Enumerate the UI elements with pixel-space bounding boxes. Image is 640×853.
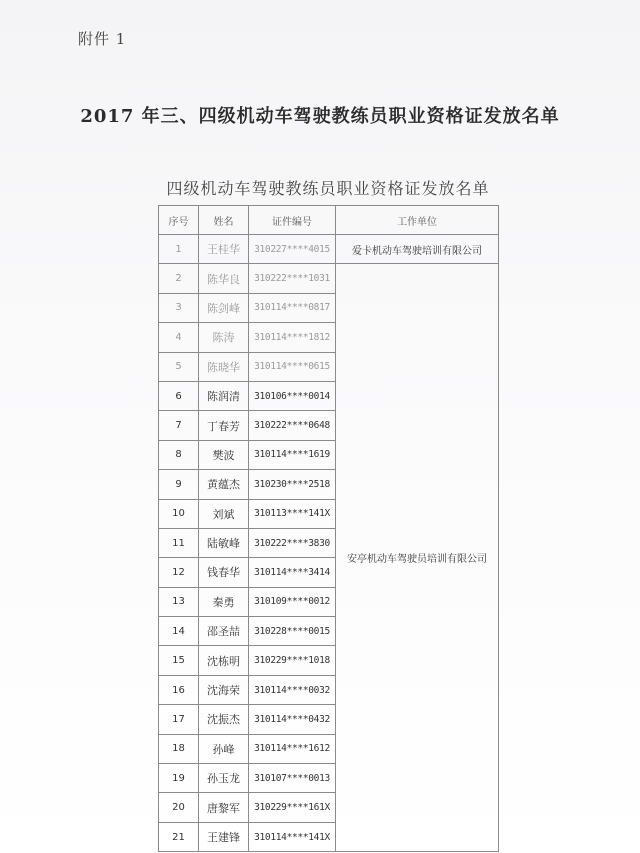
row-cert: 310222****1031 bbox=[249, 264, 336, 293]
header-cert: 证件编号 bbox=[249, 206, 336, 235]
row-name: 秦勇 bbox=[199, 587, 249, 616]
row-name: 王桂华 bbox=[199, 235, 249, 264]
row-name: 唐黎军 bbox=[199, 793, 249, 822]
row-name: 陈华良 bbox=[199, 264, 249, 293]
row-name: 黄蕴杰 bbox=[199, 470, 249, 499]
row-name: 樊波 bbox=[199, 440, 249, 469]
row-cert: 310227****4015 bbox=[249, 235, 336, 264]
row-name: 刘斌 bbox=[199, 499, 249, 528]
table-row bbox=[159, 264, 499, 293]
row-name: 沈海荣 bbox=[199, 675, 249, 704]
document-title: 2017 年三、四级机动车驾驶教练员职业资格证发放名单 bbox=[80, 106, 560, 127]
row-unit: 爱卡机动车驾驶培训有限公司 bbox=[336, 235, 499, 264]
row-no: 10 bbox=[159, 499, 199, 528]
row-no: 21 bbox=[159, 822, 199, 851]
row-cert: 310113****141X bbox=[249, 499, 336, 528]
row-name: 沈栋明 bbox=[199, 646, 249, 675]
table-header-row bbox=[159, 206, 499, 235]
row-no: 1 bbox=[159, 235, 199, 264]
row-cert: 310114****1619 bbox=[249, 440, 336, 469]
header-unit: 工作单位 bbox=[336, 206, 499, 235]
row-cert: 310114****0032 bbox=[249, 675, 336, 704]
table-row bbox=[159, 235, 499, 264]
row-cert: 310230****2518 bbox=[249, 470, 336, 499]
attachment-label: 附件 1 bbox=[78, 30, 127, 48]
row-name: 孙玉龙 bbox=[199, 764, 249, 793]
row-name: 孙峰 bbox=[199, 734, 249, 763]
row-cert: 310107****0013 bbox=[249, 764, 336, 793]
table-title: 四级机动车驾驶教练员职业资格证发放名单 bbox=[166, 179, 490, 198]
row-name: 陈剑峰 bbox=[199, 293, 249, 322]
row-cert: 310114****1612 bbox=[249, 734, 336, 763]
row-no: 17 bbox=[159, 705, 199, 734]
row-cert: 310222****3830 bbox=[249, 528, 336, 557]
row-no: 12 bbox=[159, 558, 199, 587]
row-no: 2 bbox=[159, 264, 199, 293]
row-name: 沈振杰 bbox=[199, 705, 249, 734]
row-no: 18 bbox=[159, 734, 199, 763]
header-no: 序号 bbox=[159, 206, 199, 235]
row-cert: 310106****0014 bbox=[249, 381, 336, 410]
row-no: 16 bbox=[159, 675, 199, 704]
header-name: 姓名 bbox=[199, 206, 249, 235]
row-no: 7 bbox=[159, 411, 199, 440]
row-no: 8 bbox=[159, 440, 199, 469]
row-cert: 310114****1812 bbox=[249, 323, 336, 352]
row-no: 6 bbox=[159, 381, 199, 410]
row-cert: 310109****0012 bbox=[249, 587, 336, 616]
row-cert: 310114****0432 bbox=[249, 705, 336, 734]
row-cert: 310228****0015 bbox=[249, 617, 336, 646]
row-no: 4 bbox=[159, 323, 199, 352]
row-no: 13 bbox=[159, 587, 199, 616]
row-cert: 310114****3414 bbox=[249, 558, 336, 587]
row-name: 陈涛 bbox=[199, 323, 249, 352]
row-name: 王建锋 bbox=[199, 822, 249, 851]
row-cert: 310229****1018 bbox=[249, 646, 336, 675]
row-no: 9 bbox=[159, 470, 199, 499]
row-no: 20 bbox=[159, 793, 199, 822]
row-cert: 310222****0648 bbox=[249, 411, 336, 440]
row-name: 丁春芳 bbox=[199, 411, 249, 440]
row-no: 5 bbox=[159, 352, 199, 381]
row-no: 11 bbox=[159, 528, 199, 557]
row-unit: 安亭机动车驾驶员培训有限公司 bbox=[336, 264, 499, 852]
row-no: 3 bbox=[159, 293, 199, 322]
roster-table bbox=[158, 205, 499, 852]
row-cert: 310114****141X bbox=[249, 822, 336, 851]
row-no: 15 bbox=[159, 646, 199, 675]
row-cert: 310114****0615 bbox=[249, 352, 336, 381]
row-no: 14 bbox=[159, 617, 199, 646]
row-no: 19 bbox=[159, 764, 199, 793]
row-cert: 310229****161X bbox=[249, 793, 336, 822]
row-name: 邵圣喆 bbox=[199, 617, 249, 646]
row-cert: 310114****0817 bbox=[249, 293, 336, 322]
row-name: 陈润清 bbox=[199, 381, 249, 410]
row-name: 陈晓华 bbox=[199, 352, 249, 381]
row-name: 陆敏峰 bbox=[199, 528, 249, 557]
row-name: 钱春华 bbox=[199, 558, 249, 587]
